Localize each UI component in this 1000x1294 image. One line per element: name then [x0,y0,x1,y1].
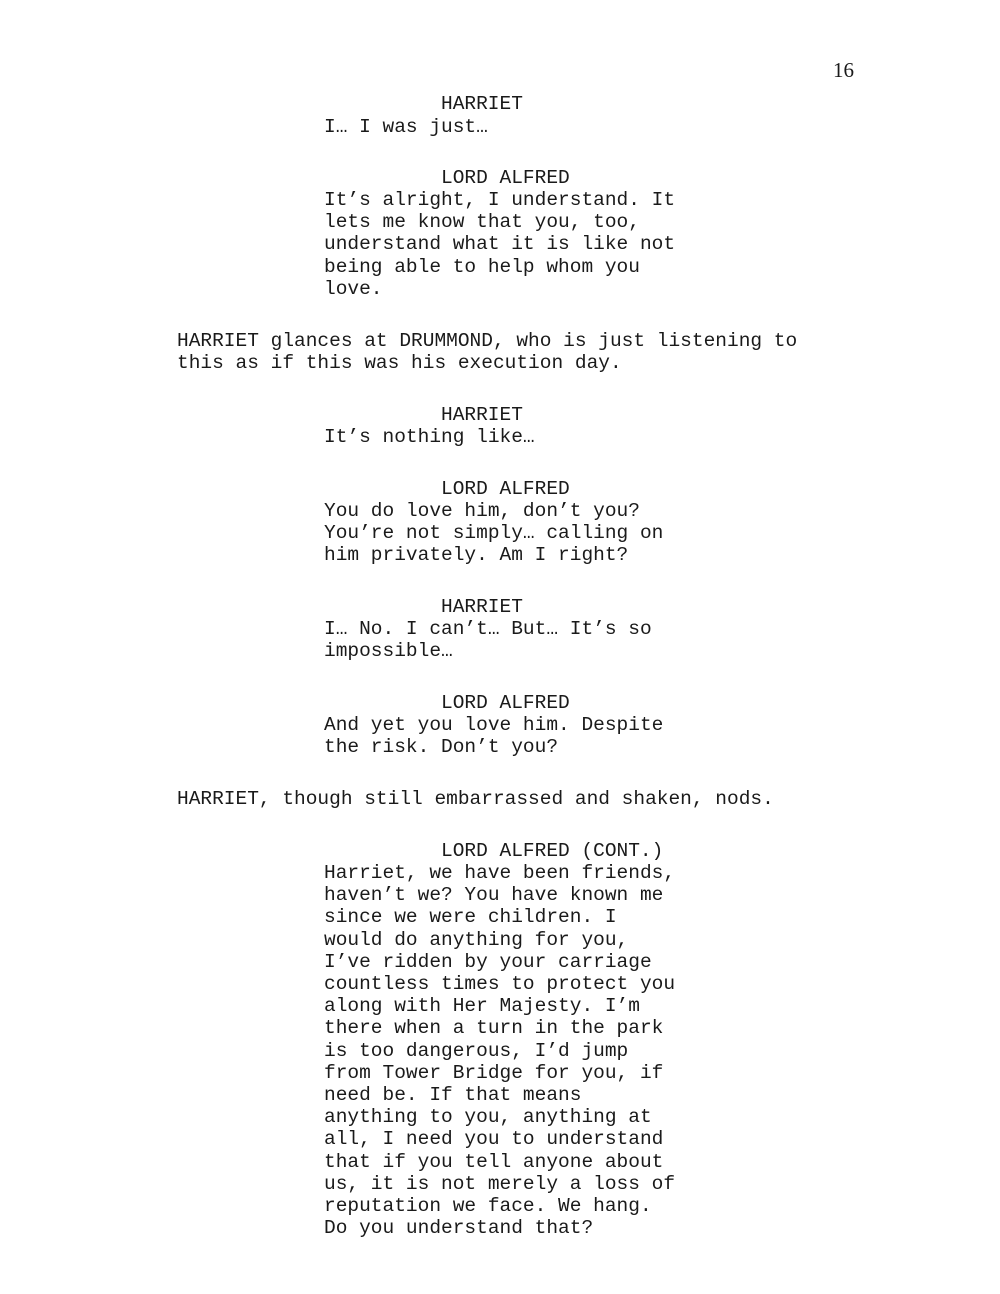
dialogue: It’s alright, I understand. It lets me know that you, too, understand what it is like not being able to help whom you love. [324,189,676,300]
character-name: LORD ALFRED [441,478,570,500]
dialogue: You do love him, don’t you? You’re not simply… calling on him privately. Am I right? [324,500,664,567]
dialogue: It’s nothing like… [324,426,535,448]
dialogue: I… I was just… [324,116,488,138]
dialogue: Harriet, we have been friends, haven’t we? You have known me since we were children. I would do anything for you, I’ve ridden by your carriage countless times to protect you along with Her Majesty. I’m there when a turn in the park is too dangerous, I’d jump from Tower Bridge for you, if need be. If that means anything to you, anything at all, I need you to understand that if you tell anyone about us, it is not merely a loss of reputation we face. We hang. Do you understand that? [324,862,676,1240]
dialogue: And yet you love him. Despite the risk. Don’t you? [324,714,664,759]
character-name: LORD ALFRED [441,692,570,714]
character-name: LORD ALFRED (CONT.) [441,840,664,862]
page-number: 16 [833,58,854,82]
character-name: LORD ALFRED [441,167,570,189]
character-name: HARRIET [441,596,523,618]
action-line: HARRIET, though still embarrassed and shaken, nods. [177,788,774,810]
character-name: HARRIET [441,93,523,115]
character-name: HARRIET [441,404,523,426]
dialogue: I… No. I can’t… But… It’s so impossible… [324,618,652,663]
action-line: HARRIET glances at DRUMMOND, who is just listening to this as if this was his execution day. [177,330,798,375]
